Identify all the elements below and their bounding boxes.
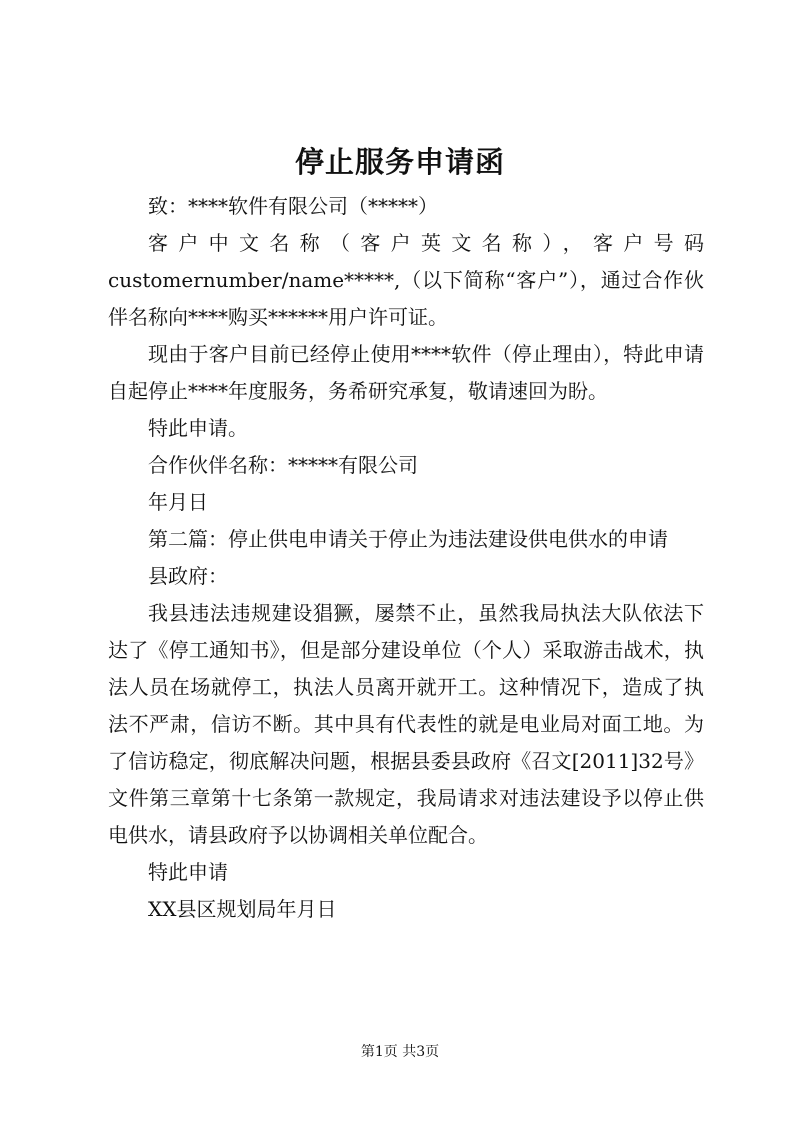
- second-article-heading: 第二篇：停止供电申请关于停止为违法建设供电供水的申请: [148, 527, 668, 551]
- closing-line-2: 特此申请: [148, 860, 228, 884]
- recipient-line: 县政府：: [148, 564, 228, 588]
- document-title: 停止服务申请函: [294, 145, 505, 179]
- page-number-footer: 第1页 共3页: [360, 1044, 440, 1060]
- reason-paragraph: 现由于客户目前已经停止使用****软件（停止理由），特此申请自起停止****年度服务，务希研究承复，敬请速回为盼。: [108, 342, 704, 403]
- date-line: 年月日: [148, 490, 208, 514]
- signature-date-line: XX县区规划局年月日: [148, 897, 337, 921]
- addressee-line: 致：****软件有限公司（*****）: [148, 194, 438, 218]
- closing-line: 特此申请。: [148, 416, 248, 440]
- request-body-paragraph: 我县违法违规建设猖獗，屡禁不止，虽然我局执法大队依法下达了《停工通知书》，但是部分建设单位（个人）采取游击战术，执法人员在场就停工，执法人员离开就开工。这种情况下，造成了执法不严肃，信访不断。其中具有代表性的就是电业局对面工地。为了信访稳定，彻底解决问题，根据县委县政府《召文[2011]32号》文件第三章第十七条第一款规定，我局请求对违法建设予以停止供电供水，请县政府予以协调相关单位配合。: [108, 601, 704, 847]
- customer-info-paragraph: 客户中文名称（客户英文名称），客户号码customernumber/name*****,（以下简称“客户”），通过合作伙伴名称向****购买******用户许可证。: [108, 231, 704, 329]
- partner-name-line: 合作伙伴名称：*****有限公司: [148, 453, 418, 477]
- document-body: [108, 188, 704, 928]
